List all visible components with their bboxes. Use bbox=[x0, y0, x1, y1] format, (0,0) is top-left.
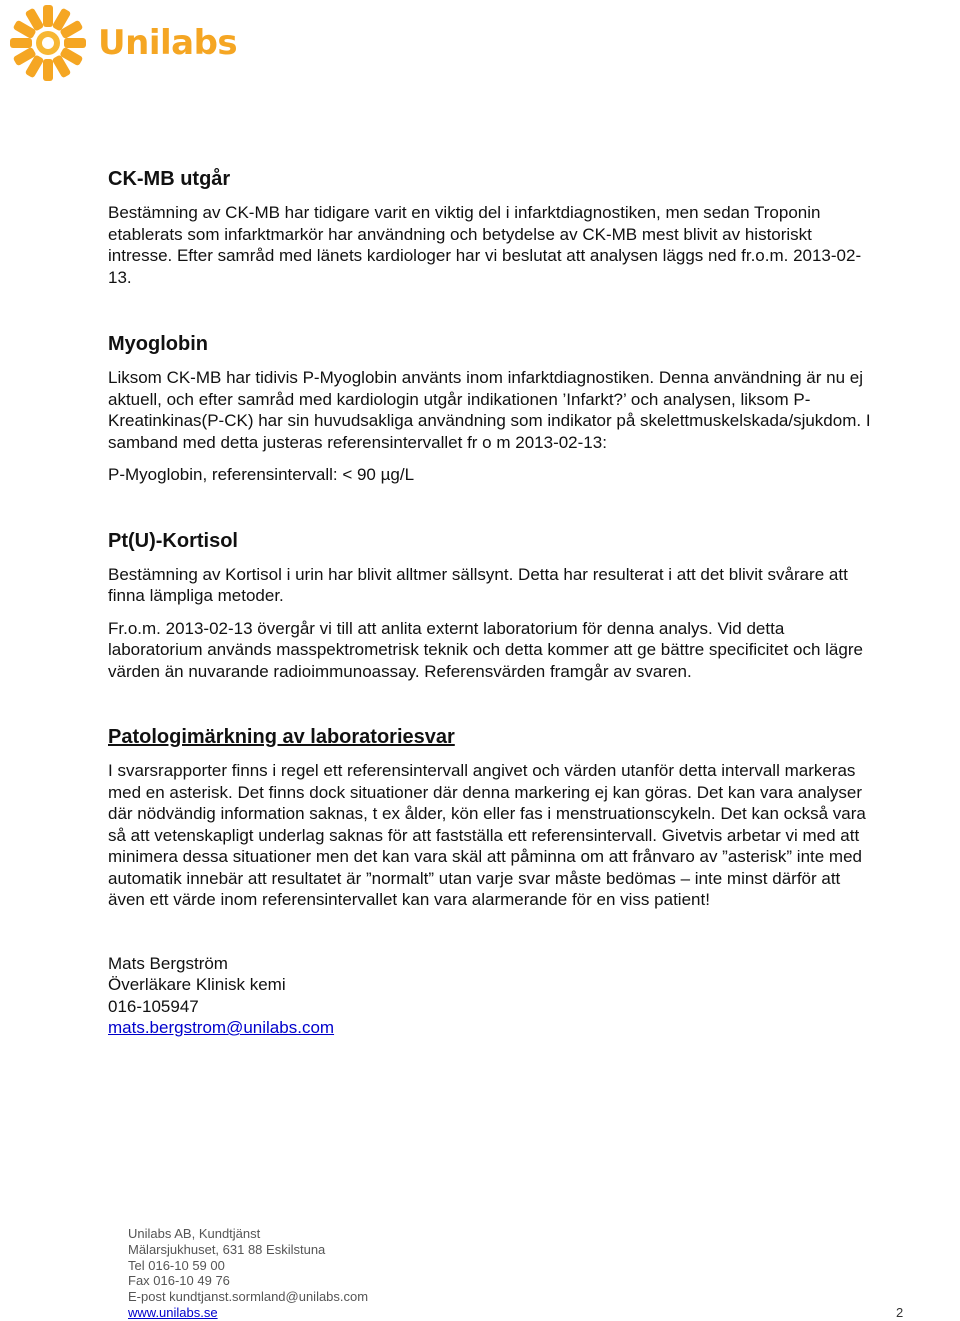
kortisol-body-1: Bestämning av Kortisol i urin har blivit alltmer sällsynt. Detta har resulterat i att det blivit svårare att finna lämpliga metoder. bbox=[108, 564, 848, 605]
patologi-body: I svarsrapporter finns i regel ett referensintervall angivet och värden utanför detta intervall markeras med en asterisk. Det finns dock situationer där denna markering ej kan göras. Det kan vara analyser där nödvändig information saknas, t ex ålder, kön eller fas i menstruationscykeln. Det kan också vara så att vetenskapligt underlag saknas för att fastställa ett referensintervall. Givetvis arbetar vi med att minimera dessa situationer men det kan vara skäl att påminna om att frånvaro av ”asterisk” inte med automatik innebär att resultatet är ”normalt” utan varje svar måste bedömas – inte minst därför att även ett värde inom referensintervallet kan vara alarmerande för en viss patient! bbox=[108, 761, 866, 909]
signature-name: Mats Bergström bbox=[108, 953, 228, 973]
footer-website-link[interactable]: www.unilabs.se bbox=[128, 1304, 218, 1320]
myoglobin-title: Myoglobin bbox=[108, 333, 208, 355]
document-body bbox=[108, 166, 878, 1039]
kortisol-title: Pt(U)-Kortisol bbox=[108, 529, 238, 552]
signature-phone: 016-105947 bbox=[108, 996, 199, 1016]
unilabs-logo bbox=[6, 3, 246, 85]
footer-tel: Tel 016-10 59 00 bbox=[128, 1257, 225, 1273]
signature-role: Överläkare Klinisk kemi bbox=[108, 975, 286, 994]
kortisol-body-2: Fr.o.m. 2013-02-13 övergår vi till att anlita externt laboratorium för denna analys. Vid detta laboratorium används masspektrometrisk teknik och detta kommer att ge bättre specificitet och lägre värden än nuvarande radioimmunoassay. Referensvärden framgår av svaren. bbox=[108, 618, 863, 681]
footer bbox=[128, 1226, 528, 1321]
footer-address: Mälarsjukhuset, 631 88 Eskilstuna bbox=[128, 1241, 326, 1257]
patologi-title-text: Patologimärkning av laboratoriesvar bbox=[108, 726, 455, 748]
ckmb-body: Bestämning av CK-MB har tidigare varit en viktig del i infarktdiagnostiken, men sedan Troponin etablerats som infarktmarkör har användning och betydelse av CK-MB mest blivit av historiskt intresse. Efter samråd med länets kardiologer har vi beslutat att analysen läggs ned fr.o.m. 2013-02-13. bbox=[108, 203, 862, 287]
myoglobin-body: Liksom CK-MB har tidivis P-Myoglobin använts inom infarktdiagnostiken. Denna användning är nu ej aktuell, och efter samråd med kardiologin utgår indikationen ’Infarkt?’ och analysen, liksom P-Kreatinkinas(P-CK) har sin huvudsakliga användning som indikator på skelettmuskelskada/sjukdom. I samband med detta justeras referensintervallet fr o m 2013-02-13: bbox=[108, 368, 871, 452]
footer-company: Unilabs AB, Kundtjänst bbox=[128, 1226, 261, 1241]
signature-block bbox=[108, 953, 878, 1039]
footer-email: E-post kundtjanst.sormland@unilabs.com bbox=[128, 1289, 369, 1305]
signature-email-link[interactable]: mats.bergstrom@unilabs.com bbox=[108, 1018, 335, 1037]
page-number: 2 bbox=[896, 1305, 904, 1320]
myoglobin-reference: P-Myoglobin, referensintervall: < 90 µg/L bbox=[108, 465, 415, 484]
ckmb-title: CK-MB utgår bbox=[108, 168, 231, 190]
patologi-title bbox=[108, 724, 878, 750]
sun-logo-icon bbox=[6, 3, 90, 83]
brand-name: Unilabs bbox=[98, 23, 238, 63]
footer-fax: Fax 016-10 49 76 bbox=[128, 1273, 230, 1289]
